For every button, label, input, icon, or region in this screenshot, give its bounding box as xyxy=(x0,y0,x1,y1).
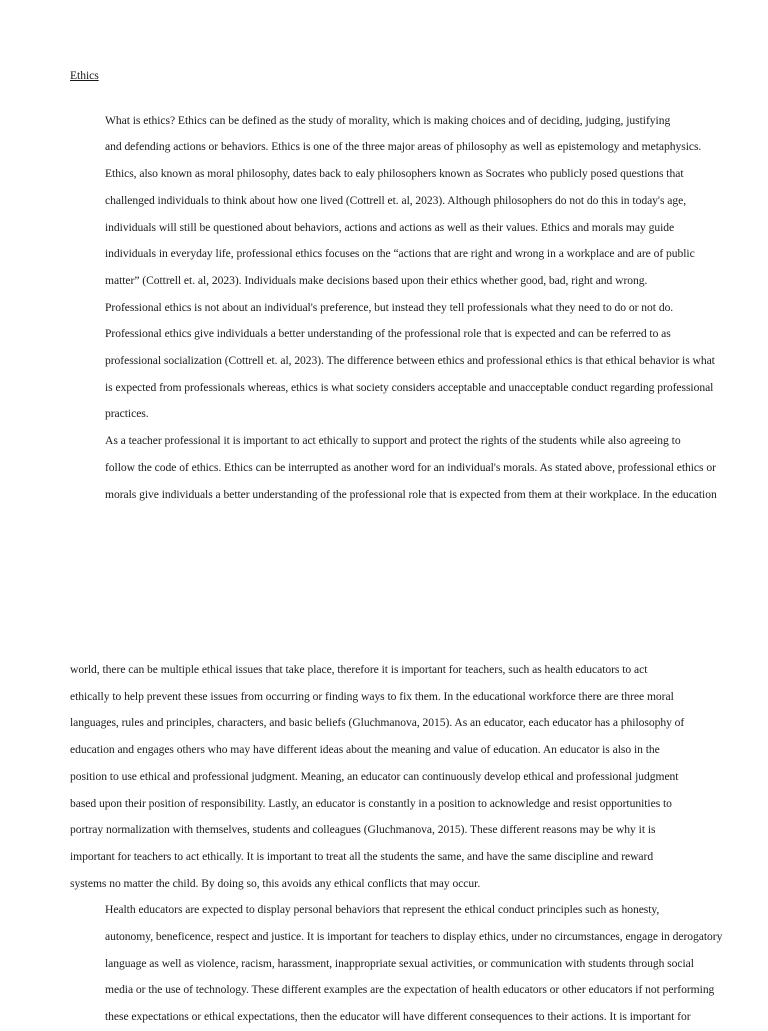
paragraph-what-is-ethics xyxy=(70,108,702,295)
text-line: individuals will still be questioned about behaviors, actions and actions as well as their values. Ethics and morals may guide xyxy=(105,220,675,234)
document-page-2 xyxy=(70,657,723,1031)
text-line: important for teachers to act ethically. It is important to treat all the students the same, and have the same discipline and reward xyxy=(70,849,654,863)
text-line: these expectations or ethical expectations, then the educator will have different consequences to their actions. It is important for xyxy=(105,1010,691,1024)
document-title: Ethics xyxy=(70,69,99,82)
text-line: follow the code of ethics. Ethics can be interrupted as another word for an individual's morals. As stated above, professional ethics or xyxy=(105,460,716,474)
paragraph-professional-ethics xyxy=(70,295,715,429)
text-line: languages, rules and principles, characters, and basic beliefs (Gluchmanova, 2015). As an educator, each educator has a philosophy of xyxy=(70,716,685,730)
text-line: Ethics, also known as moral philosophy, dates back to ealy philosophers known as Socrates who publicly posed questions that xyxy=(105,167,684,181)
text-line: position to use ethical and professional judgment. Meaning, an educator can continuously develop ethical and professional judgment xyxy=(70,769,679,783)
paragraph-education-world-continued xyxy=(70,657,698,897)
text-line: world, there can be multiple ethical issues that take place, therefore it is important for teachers, such as health educators to act xyxy=(70,663,648,676)
paragraph-health-educators xyxy=(70,897,723,1031)
text-line: media or the use of technology. These different examples are the expectation of health educators or other educators if not performing xyxy=(105,983,715,997)
text-line: As a teacher professional it is important to act ethically to support and protect the rights of the students while also agreeing to xyxy=(105,434,681,448)
text-line: Professional ethics give individuals a better understanding of the professional role that is expected and can be referred to as xyxy=(105,327,671,341)
text-line: Professional ethics is not about an individual's preference, but instead they tell professionals what they need to do or not do. xyxy=(105,300,674,314)
document-page-1 xyxy=(70,63,717,508)
text-line: is expected from professionals whereas, ethics is what society considers acceptable and unacceptable conduct regarding professional xyxy=(105,380,714,394)
text-line: autonomy, beneficence, respect and justice. It is important for teachers to display ethics, under no circumstances, engage in derogatory xyxy=(105,930,723,944)
text-line: based upon their position of responsibility. Lastly, an educator is constantly in a position to acknowledge and resist opportunities to xyxy=(70,796,672,810)
paragraph-teacher-professional xyxy=(70,428,717,508)
text-line: professional socialization (Cottrell et. al, 2023). The difference between ethics and professional ethics is that ethical behavior is what xyxy=(105,354,715,368)
text-line: morals give individuals a better understanding of the professional role that is expected from them at their workplace. In the education xyxy=(105,487,717,501)
text-line: practices. xyxy=(105,407,149,421)
text-line: What is ethics? Ethics can be defined as the study of morality, which is making choices and of deciding, judging, justifying xyxy=(105,113,671,127)
text-line: Health educators are expected to display personal behaviors that represent the ethical conduct principles such as honesty, xyxy=(105,903,660,917)
text-line: and defending actions or behaviors. Ethics is one of the three major areas of philosophy as well as epistemology and metaphysics. xyxy=(105,140,702,154)
title-spacer xyxy=(70,90,698,108)
text-line: challenged individuals to think about how one lived (Cottrell et. al, 2023). Although philosophers do not do this in today's age, xyxy=(105,193,687,207)
text-line: ethically to help prevent these issues from occurring or finding ways to fix them. In the educational workforce there are three moral xyxy=(70,689,674,703)
text-line: portray normalization with themselves, students and colleagues (Gluchmanova, 2015). These different reasons may be why it is xyxy=(70,823,656,837)
text-line: systems no matter the child. By doing so, this avoids any ethical conflicts that may occur. xyxy=(70,876,481,890)
text-line: matter” (Cottrell et. al, 2023). Individuals make decisions based upon their ethics whether good, bad, right and wrong. xyxy=(105,273,648,287)
text-line: individuals in everyday life, professional ethics focuses on the “actions that are right and wrong in a workplace and are of public xyxy=(105,247,695,261)
text-line: language as well as violence, racism, harassment, inappropriate sexual activities, or communication with students through social xyxy=(105,956,694,970)
text-line: education and engages others who may have different ideas about the meaning and value of education. An educator is also in the xyxy=(70,743,660,757)
